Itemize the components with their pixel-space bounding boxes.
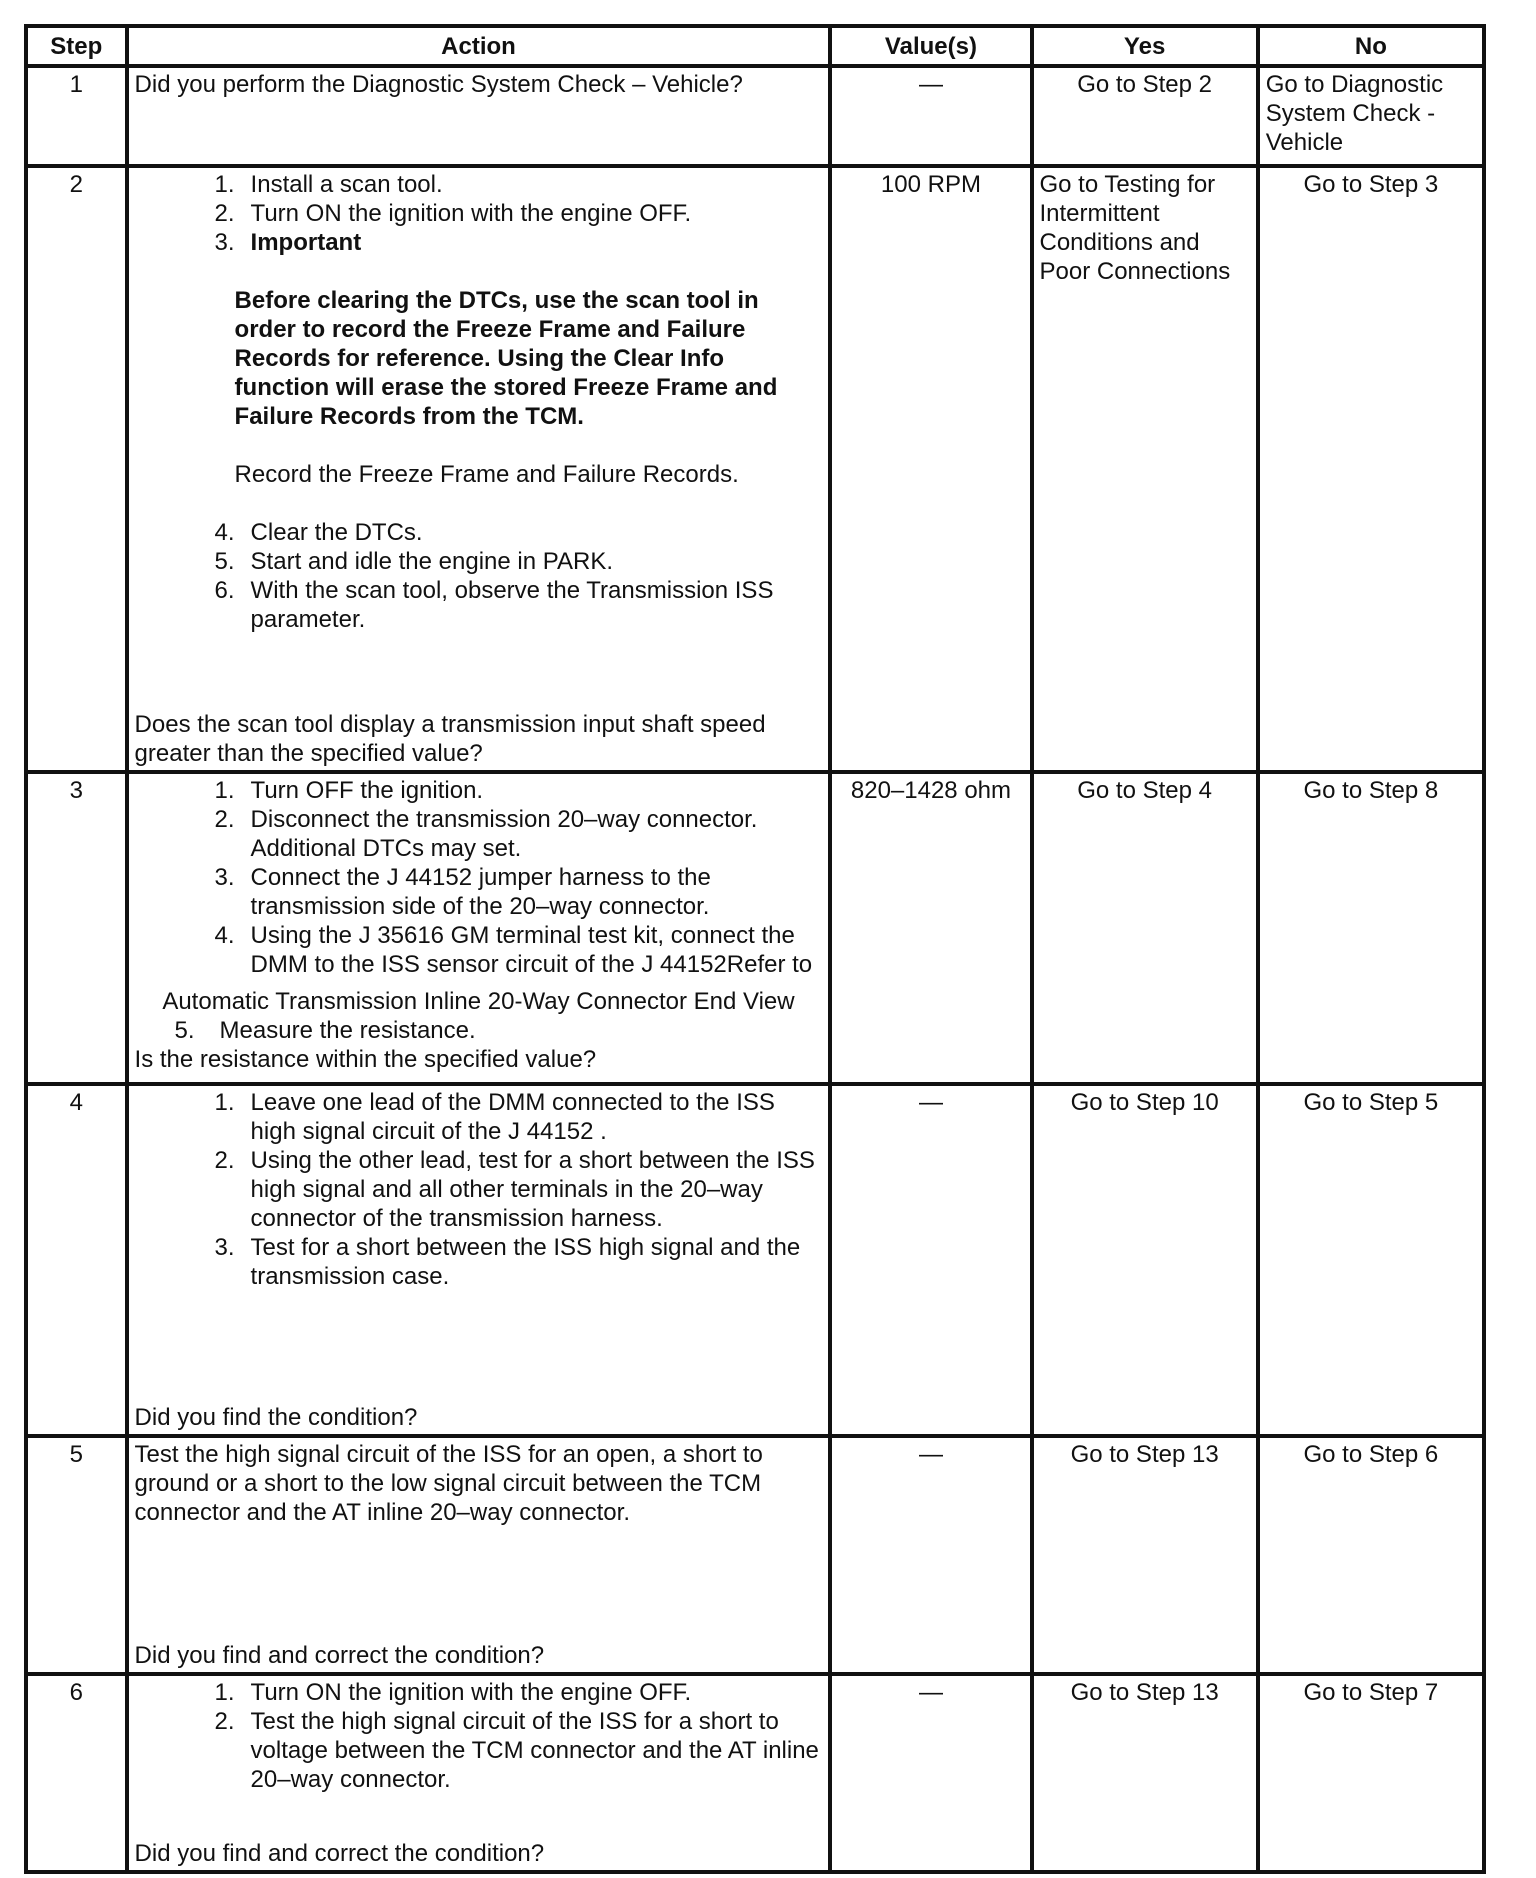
list-item: 5. Measure the resistance. xyxy=(174,1017,476,1044)
yes-cell: Go to Step 4 xyxy=(1032,772,1258,1084)
action-question: Did you find and correct the condition? xyxy=(134,1840,545,1867)
step-number: 1 xyxy=(26,66,127,166)
header-action: Action xyxy=(127,26,831,66)
list-item: 6. With the scan tool, observe the Transmission ISS parameter. xyxy=(214,577,774,633)
header-step: Step xyxy=(26,26,127,66)
action-steps xyxy=(135,518,823,634)
action-cell xyxy=(127,772,831,1084)
action-question: Did you find the condition? xyxy=(134,1404,418,1431)
action-steps xyxy=(135,1088,823,1291)
value-cell: — xyxy=(830,66,1031,166)
table-row-step-5 xyxy=(26,1436,1484,1674)
list-item: 1. Turn ON the ignition with the engine OFF. xyxy=(214,1679,692,1706)
list-item: 2. Using the other lead, test for a short between the ISS high signal and all other terminals in the 20–way connector of the transmission harness. xyxy=(214,1147,815,1232)
no-cell: Go to Step 8 xyxy=(1258,772,1484,1084)
action-question: Did you perform the Diagnostic System Check – Vehicle? xyxy=(134,71,743,98)
header-row xyxy=(26,26,1484,66)
action-cell xyxy=(127,1084,831,1436)
record-instruction: Record the Freeze Frame and Failure Records. xyxy=(234,461,739,488)
action-cell xyxy=(127,1436,831,1674)
list-item: 3. Important xyxy=(214,229,362,256)
refer-link-text: Automatic Transmission Inline 20-Way Connector End View xyxy=(162,988,795,1015)
action-question: Did you find and correct the condition? xyxy=(134,1642,545,1669)
action-cell xyxy=(127,166,831,772)
value-cell: 820–1428 ohm xyxy=(830,772,1031,1084)
list-item: 2. Test the high signal circuit of the ISS for a short to voltage between the TCM connector and the AT inline 20–way connector. xyxy=(214,1708,819,1793)
action-steps xyxy=(135,170,823,257)
header-no: No xyxy=(1258,26,1484,66)
yes-cell: Go to Step 10 xyxy=(1032,1084,1258,1436)
no-cell: Go to Step 5 xyxy=(1258,1084,1484,1436)
step-number: 3 xyxy=(26,772,127,1084)
action-steps xyxy=(135,1678,823,1794)
step-number: 6 xyxy=(26,1674,127,1872)
list-item: 3. Connect the J 44152 jumper harness to the transmission side of the 20–way connector. xyxy=(214,864,711,920)
list-item: 1. Turn OFF the ignition. xyxy=(214,777,484,804)
yes-cell: Go to Testing for Intermittent Conditions and Poor Connections xyxy=(1032,166,1258,772)
yes-cell: Go to Step 2 xyxy=(1032,66,1258,166)
list-item: 2. Turn ON the ignition with the engine OFF. xyxy=(214,200,692,227)
list-item: 1. Leave one lead of the DMM connected to the ISS high signal circuit of the J 44152 . xyxy=(214,1089,775,1145)
diagnostic-table xyxy=(24,24,1486,1874)
step-number: 2 xyxy=(26,166,127,772)
header-yes: Yes xyxy=(1032,26,1258,66)
list-item: 4. Clear the DTCs. xyxy=(214,519,423,546)
list-item: 3. Test for a short between the ISS high signal and the transmission case. xyxy=(214,1234,801,1290)
value-cell: — xyxy=(830,1084,1031,1436)
no-cell: Go to Step 7 xyxy=(1258,1674,1484,1872)
step-number: 5 xyxy=(26,1436,127,1674)
action-steps xyxy=(135,776,823,979)
yes-cell: Go to Step 13 xyxy=(1032,1674,1258,1872)
list-item: 2. Disconnect the transmission 20–way connector. Additional DTCs may set. xyxy=(214,806,758,862)
important-note: Before clearing the DTCs, use the scan tool in order to record the Freeze Frame and Failure Records for reference. Using the Clear Info function will erase the stored Freeze Frame and Failure Records from the TCM. xyxy=(234,287,778,430)
yes-cell: Go to Step 13 xyxy=(1032,1436,1258,1674)
action-cell xyxy=(127,66,831,166)
table-row-step-1 xyxy=(26,66,1484,166)
action-question: Is the resistance within the specified value? xyxy=(134,1046,597,1073)
table-row-step-6 xyxy=(26,1674,1484,1872)
table-row-step-3 xyxy=(26,772,1484,1084)
no-cell: Go to Step 6 xyxy=(1258,1436,1484,1674)
table-row-step-4 xyxy=(26,1084,1484,1436)
action-question: Does the scan tool display a transmission input shaft speed greater than the specified value? xyxy=(134,711,766,767)
table-row-step-2 xyxy=(26,166,1484,772)
header-values: Value(s) xyxy=(830,26,1031,66)
value-cell: — xyxy=(830,1674,1031,1872)
value-cell: 100 RPM xyxy=(830,166,1031,772)
action-cell xyxy=(127,1674,831,1872)
no-cell: Go to Step 3 xyxy=(1258,166,1484,772)
list-item: 1. Install a scan tool. xyxy=(214,171,443,198)
list-item: 5. Start and idle the engine in PARK. xyxy=(214,548,613,575)
list-item: 4. Using the J 35616 GM terminal test kit, connect the DMM to the ISS sensor circuit of the J 44152Refer to xyxy=(214,922,813,978)
action-text: Test the high signal circuit of the ISS for an open, a short to ground or a short to the low signal circuit between the TCM connector and the AT inline 20–way connector. xyxy=(134,1441,763,1526)
value-cell: — xyxy=(830,1436,1031,1674)
step-number: 4 xyxy=(26,1084,127,1436)
no-cell: Go to Diagnostic System Check - Vehicle xyxy=(1258,66,1484,166)
